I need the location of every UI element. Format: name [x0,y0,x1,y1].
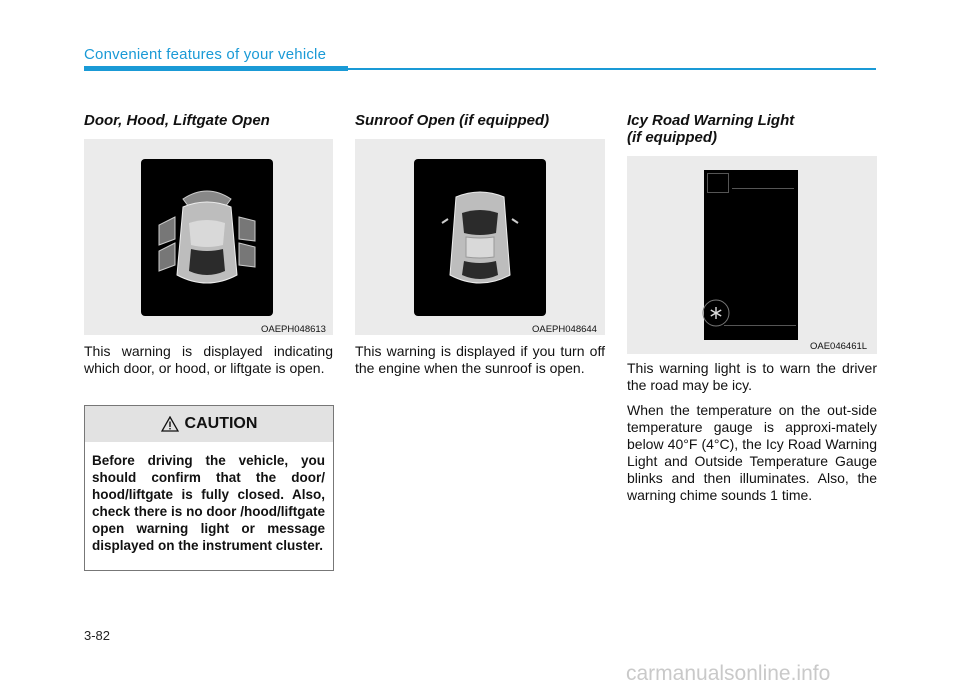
cluster-screen [141,159,273,316]
sunroof-open-description: This warning is displayed if you turn off the engine when the sunroof is open. [355,343,605,376]
door-hood-liftgate-description: This warning is displayed indicating which door, or hood, or liftgate is open. [84,343,333,376]
header-rule-thin [348,68,876,70]
snowflake-icon [700,297,732,329]
header-rule-thick [84,66,348,71]
figure-code: OAEPH048613 [261,324,326,335]
warning-triangle-icon [161,416,179,432]
section-header-title: Convenient features of your vehicle [84,46,327,63]
footer-watermark: carmanualsonline.info [626,662,831,685]
door-hood-liftgate-figure [84,139,333,335]
sunroof-open-title: Sunroof Open (if equipped) [355,112,550,129]
figure-code: OAEPH048644 [532,324,597,335]
icy-road-warning-description: This warning light is to warn the driver the road may be icy. When the temperature on the out-side temperature gauge is approxi-mately below 40°F (4°C), the Icy Road Warning Light and Outside Temperature Gauge blinks and then illuminates. Also, the warning chime sounds 1 time. [627,360,877,503]
figure-code: OAE046461L [810,341,868,352]
cluster-screen [704,170,798,340]
page-number: 3-82 [84,628,111,643]
car-doors-open-icon [151,179,263,299]
car-sunroof-icon [430,179,530,299]
cluster-screen [414,159,546,316]
caution-header [85,406,333,442]
caution-box [84,405,334,571]
caution-label: CAUTION [184,415,258,432]
door-hood-liftgate-title: Door, Hood, Liftgate Open [84,112,270,129]
sunroof-open-figure [355,139,605,335]
icy-road-warning-figure [627,156,877,354]
icy-road-warning-title: Icy Road Warning Light (if equipped) [627,112,795,146]
caution-text: Before driving the vehicle, you should confirm that the door/ hood/liftgate is fully closed. Also, check there is no door /hood/liftgate open warning light or message displayed on the instrument cluster. [92,453,325,553]
